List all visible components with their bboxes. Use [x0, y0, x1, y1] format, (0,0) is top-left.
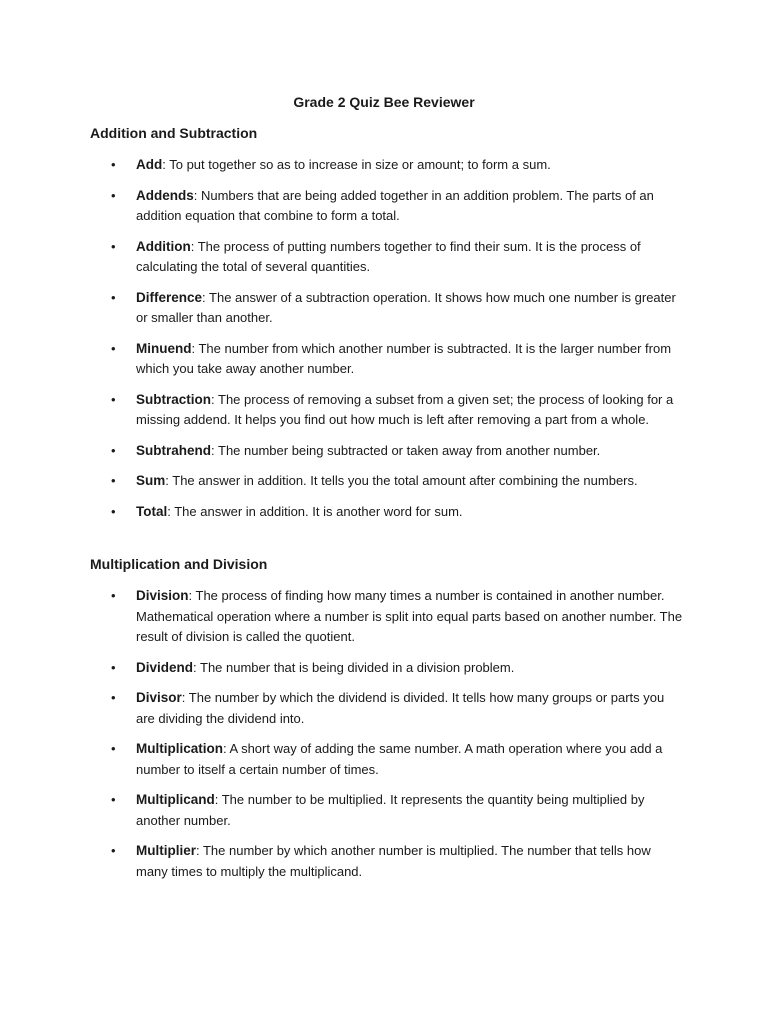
list-item — [0, 739, 768, 780]
term-label: Dividend — [136, 659, 194, 675]
term-definition: : The process of putting numbers together to find their sum. It is the process of calculating the total of several quantities. — [136, 238, 641, 274]
list-item — [0, 688, 768, 729]
bullet-icon: • — [111, 473, 116, 488]
term-definition: : The number by which another number is multiplied. The number that tells how many times to multiply the multiplicand. — [136, 843, 651, 879]
list-item — [0, 471, 768, 492]
list-item — [0, 390, 768, 431]
term-definition: : The process of removing a subset from a given set; the process of looking for a missing addend. It helps you find out how much is left after removing a part from a whole. — [136, 391, 674, 427]
bullet-icon: • — [111, 187, 116, 203]
bullet-icon: • — [111, 289, 116, 305]
document-title: Grade 2 Quiz Bee Reviewer — [293, 94, 475, 110]
term-label: Subtraction — [136, 391, 212, 407]
term-definition: : The answer of a subtraction operation. It shows how much one number is greater or smaller than another. — [136, 289, 676, 325]
term-definition: : The number by which the dividend is divided. It tells how many groups or parts you are dividing the dividend into. — [136, 690, 665, 726]
bullet-icon: • — [111, 741, 116, 756]
term-label: Subtrahend — [136, 442, 212, 458]
term-label: Add — [136, 157, 163, 172]
bullet-icon: • — [111, 391, 116, 407]
term-label: Multiplier — [136, 843, 196, 858]
list-item — [0, 155, 768, 176]
bullet-icon: • — [111, 442, 116, 458]
bullet-icon: • — [111, 659, 116, 675]
term-label: Multiplicand — [136, 792, 215, 807]
list-item — [0, 658, 768, 679]
term-list-multiplication-division — [0, 586, 768, 892]
term-definition: : A short way of adding the same number. A math operation where you add a number to itself a certain number of times. — [136, 741, 663, 777]
list-item — [0, 186, 768, 227]
term-label: Division — [136, 588, 189, 603]
list-item — [0, 288, 768, 329]
term-definition: : Numbers that are being added together in an addition problem. The parts of an addition equation that combine to form a total. — [136, 187, 654, 223]
term-label: Addition — [136, 238, 191, 254]
term-list-addition-subtraction — [0, 155, 768, 532]
section-heading-addition-subtraction: Addition and Subtraction — [90, 125, 258, 141]
term-definition: : The answer in addition. It is another word for sum. — [167, 503, 463, 519]
term-label: Sum — [136, 473, 166, 488]
term-definition: : The number to be multiplied. It represents the quantity being multiplied by another number. — [136, 792, 645, 828]
term-definition: : The number from which another number is subtracted. It is the larger number from which you take away another number. — [136, 340, 672, 376]
bullet-icon: • — [111, 340, 116, 356]
term-label: Multiplication — [136, 741, 223, 756]
term-label: Difference — [136, 289, 203, 305]
term-definition: : The answer in addition. It tells you the total amount after combining the numbers. — [165, 473, 638, 488]
term-label: Total — [136, 503, 168, 519]
term-label: Minuend — [136, 340, 192, 356]
list-item — [0, 237, 768, 278]
bullet-icon: • — [111, 588, 116, 603]
list-item — [0, 502, 768, 523]
bullet-icon: • — [111, 690, 116, 705]
term-definition: : To put together so as to increase in size or amount; to form a sum. — [162, 157, 551, 172]
term-definition: : The number being subtracted or taken away from another number. — [211, 442, 601, 458]
bullet-icon: • — [111, 843, 116, 858]
list-item — [0, 586, 768, 648]
list-item — [0, 339, 768, 380]
list-item — [0, 790, 768, 831]
bullet-icon: • — [111, 238, 116, 254]
bullet-icon: • — [111, 503, 116, 519]
list-item — [0, 441, 768, 462]
term-label: Divisor — [136, 690, 182, 705]
section-heading-multiplication-division: Multiplication and Division — [90, 556, 268, 572]
term-label: Addends — [136, 187, 194, 203]
list-item — [0, 841, 768, 882]
bullet-icon: • — [111, 157, 116, 172]
bullet-icon: • — [111, 792, 116, 807]
term-definition: : The process of finding how many times a number is contained in another number. Mathematical operation where a number is split into equal parts based on another number. The result of division is called the quotient. — [136, 588, 683, 644]
term-definition: : The number that is being divided in a division problem. — [193, 659, 515, 675]
